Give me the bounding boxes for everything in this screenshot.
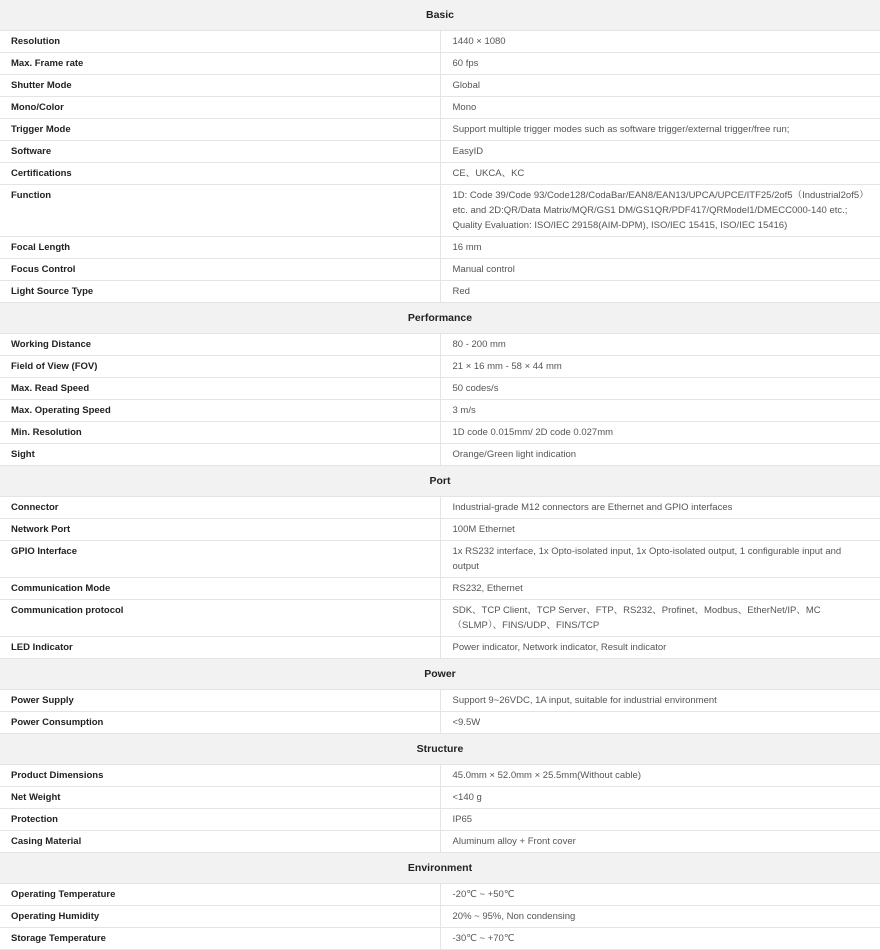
spec-row — [0, 787, 880, 809]
spec-row — [0, 831, 880, 853]
spec-label: Working Distance — [0, 334, 440, 356]
spec-label: Operating Humidity — [0, 906, 440, 928]
spec-row — [0, 578, 880, 600]
spec-label: GPIO Interface — [0, 541, 440, 578]
spec-value: Industrial-grade M12 connectors are Ethernet and GPIO interfaces — [440, 497, 880, 519]
spec-value: 80 - 200 mm — [440, 334, 880, 356]
section-title: Power — [0, 659, 880, 690]
spec-row — [0, 712, 880, 734]
spec-value: 1D code 0.015mm/ 2D code 0.027mm — [440, 422, 880, 444]
section-title: Environment — [0, 853, 880, 884]
spec-value: IP65 — [440, 809, 880, 831]
spec-label: Mono/Color — [0, 97, 440, 119]
spec-label: Communication Mode — [0, 578, 440, 600]
spec-label: Max. Read Speed — [0, 378, 440, 400]
spec-row — [0, 765, 880, 787]
spec-row — [0, 519, 880, 541]
spec-label: Power Supply — [0, 690, 440, 712]
spec-row — [0, 378, 880, 400]
spec-value: 3 m/s — [440, 400, 880, 422]
spec-row — [0, 928, 880, 950]
spec-value: Support multiple trigger modes such as software trigger/external trigger/free run; — [440, 119, 880, 141]
spec-value: 100M Ethernet — [440, 519, 880, 541]
spec-row — [0, 906, 880, 928]
spec-row — [0, 637, 880, 659]
spec-value: <9.5W — [440, 712, 880, 734]
spec-label: Power Consumption — [0, 712, 440, 734]
spec-row — [0, 600, 880, 637]
spec-value: Power indicator, Network indicator, Result indicator — [440, 637, 880, 659]
spec-row — [0, 809, 880, 831]
spec-row — [0, 75, 880, 97]
section-header-row — [0, 853, 880, 884]
spec-label: Trigger Mode — [0, 119, 440, 141]
spec-value: Orange/Green light indication — [440, 444, 880, 466]
spec-value: Mono — [440, 97, 880, 119]
spec-row — [0, 356, 880, 378]
spec-value: Support 9~26VDC, 1A input, suitable for industrial environment — [440, 690, 880, 712]
spec-row — [0, 444, 880, 466]
spec-label: Product Dimensions — [0, 765, 440, 787]
spec-row — [0, 541, 880, 578]
spec-row — [0, 185, 880, 237]
spec-row — [0, 259, 880, 281]
spec-value: Global — [440, 75, 880, 97]
spec-row — [0, 53, 880, 75]
spec-value: <140 g — [440, 787, 880, 809]
spec-value: -30℃ ~ +70℃ — [440, 928, 880, 950]
spec-label: Focal Length — [0, 237, 440, 259]
spec-row — [0, 141, 880, 163]
spec-label: Protection — [0, 809, 440, 831]
spec-row — [0, 119, 880, 141]
spec-label: Connector — [0, 497, 440, 519]
section-header-row — [0, 303, 880, 334]
spec-row — [0, 237, 880, 259]
spec-value: Red — [440, 281, 880, 303]
spec-label: Max. Operating Speed — [0, 400, 440, 422]
spec-value: -20℃ ~ +50℃ — [440, 884, 880, 906]
spec-value: 1D: Code 39/Code 93/Code128/CodaBar/EAN8/EAN13/UPCA/UPCE/ITF25/2of5（Industrial2of5）etc. and 2D:QR/Data Matrix/MQR/GS1 DM/GS1QR/PDF417/QRModel1/DMECC000-140 etc.; Quality Evaluation: ISO/IEC 29158(AIM-DPM), ISO/IEC 15415, ISO/IEC 15416) — [440, 185, 880, 237]
spec-value: 1440 × 1080 — [440, 31, 880, 53]
spec-label: Min. Resolution — [0, 422, 440, 444]
spec-label: Sight — [0, 444, 440, 466]
spec-label: Function — [0, 185, 440, 237]
spec-value: SDK、TCP Client、TCP Server、FTP、RS232、Profinet、Modbus、EtherNet/IP、MC（SLMP）、FINS/UDP、FINS/TCP — [440, 600, 880, 637]
spec-row — [0, 497, 880, 519]
section-header-row — [0, 466, 880, 497]
spec-row — [0, 97, 880, 119]
spec-label: Software — [0, 141, 440, 163]
spec-label: Field of View (FOV) — [0, 356, 440, 378]
spec-value: Aluminum alloy + Front cover — [440, 831, 880, 853]
spec-value: 21 × 16 mm - 58 × 44 mm — [440, 356, 880, 378]
spec-row — [0, 281, 880, 303]
spec-value: 16 mm — [440, 237, 880, 259]
spec-label: Shutter Mode — [0, 75, 440, 97]
spec-value: 45.0mm × 52.0mm × 25.5mm(Without cable) — [440, 765, 880, 787]
spec-value: EasyID — [440, 141, 880, 163]
section-header-row — [0, 734, 880, 765]
spec-value: 1x RS232 interface, 1x Opto-isolated input, 1x Opto-isolated output, 1 configurable input and output — [440, 541, 880, 578]
spec-row — [0, 163, 880, 185]
spec-value: RS232, Ethernet — [440, 578, 880, 600]
section-title: Basic — [0, 0, 880, 31]
spec-row — [0, 690, 880, 712]
spec-label: Net Weight — [0, 787, 440, 809]
section-title: Port — [0, 466, 880, 497]
section-header-row — [0, 0, 880, 31]
spec-label: Communication protocol — [0, 600, 440, 637]
spec-label: Light Source Type — [0, 281, 440, 303]
spec-label: Casing Material — [0, 831, 440, 853]
spec-label: Storage Temperature — [0, 928, 440, 950]
spec-label: Resolution — [0, 31, 440, 53]
spec-row — [0, 400, 880, 422]
spec-label: Max. Frame rate — [0, 53, 440, 75]
spec-label: Operating Temperature — [0, 884, 440, 906]
spec-label: Focus Control — [0, 259, 440, 281]
spec-row — [0, 884, 880, 906]
spec-value: Manual control — [440, 259, 880, 281]
spec-label: Certifications — [0, 163, 440, 185]
spec-value: 50 codes/s — [440, 378, 880, 400]
spec-label: Network Port — [0, 519, 440, 541]
spec-value: 60 fps — [440, 53, 880, 75]
section-title: Structure — [0, 734, 880, 765]
spec-row — [0, 31, 880, 53]
spec-label: LED Indicator — [0, 637, 440, 659]
spec-row — [0, 422, 880, 444]
spec-value: CE、UKCA、KC — [440, 163, 880, 185]
section-title: Performance — [0, 303, 880, 334]
spec-value: 20% ~ 95%, Non condensing — [440, 906, 880, 928]
spec-row — [0, 334, 880, 356]
section-header-row — [0, 659, 880, 690]
